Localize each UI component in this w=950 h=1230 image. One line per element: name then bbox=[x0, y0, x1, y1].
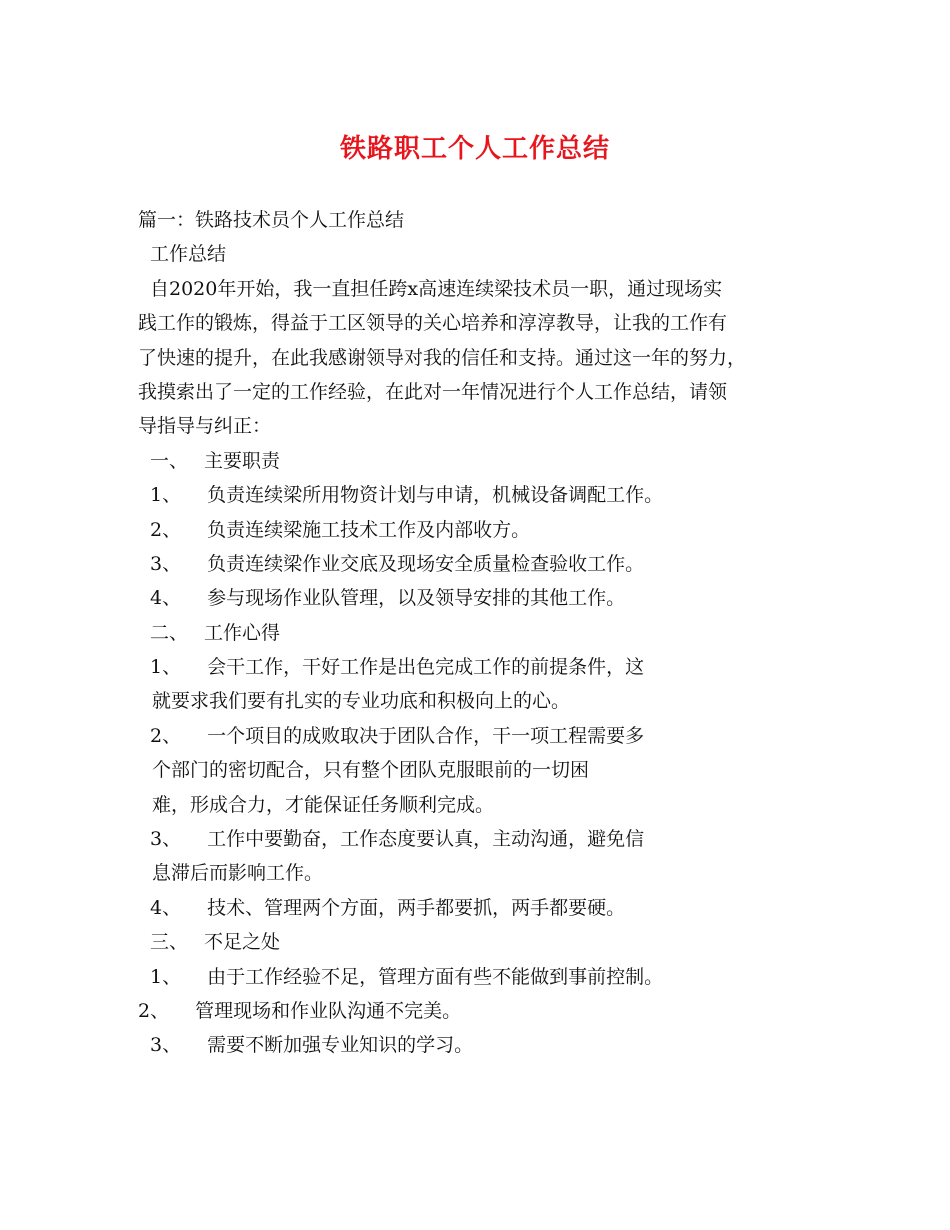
list-item bbox=[138, 547, 828, 581]
list-item bbox=[138, 960, 828, 994]
item-text: 负责连续梁作业交底及现场安全质量检查验收工作。 bbox=[207, 552, 645, 575]
list-item bbox=[138, 478, 828, 512]
subheading: 工作总结 bbox=[150, 243, 227, 266]
item-number: 3、 bbox=[150, 1034, 182, 1057]
list-item bbox=[138, 891, 828, 925]
part-number: 二、 bbox=[150, 621, 189, 644]
part-number: 一、 bbox=[150, 449, 189, 472]
list-item bbox=[138, 650, 828, 684]
item-number: 4、 bbox=[150, 587, 182, 610]
item-text: 工作中要勤奋，工作态度要认真，主动沟通，避免信 bbox=[207, 828, 645, 851]
item-number: 3、 bbox=[150, 828, 182, 851]
item-text: 由于工作经验不足，管理方面有些不能做到事前控制。 bbox=[207, 965, 664, 988]
part-title: 工作心得 bbox=[204, 621, 281, 644]
item-number: 1、 bbox=[150, 656, 182, 679]
section-heading: 篇一：铁路技术员个人工作总结 bbox=[138, 209, 405, 231]
item-number: 2、 bbox=[138, 999, 170, 1022]
intro-line: 导指导与纠正： bbox=[138, 415, 272, 438]
list-item bbox=[138, 994, 828, 1028]
list-item bbox=[138, 1028, 828, 1062]
list-item bbox=[138, 581, 828, 615]
item-text: 负责连续梁所用物资计划与申请，机械设备调配工作。 bbox=[207, 484, 664, 507]
item-text: 需要不断加强专业知识的学习。 bbox=[207, 1034, 474, 1057]
item-text: 一个项目的成败取决于团队合作，干一项工程需要多 bbox=[207, 724, 645, 747]
item-number: 2、 bbox=[150, 518, 182, 541]
item-continuation: 息滞后而影响工作。 bbox=[152, 862, 324, 885]
part-heading bbox=[138, 444, 828, 478]
part-title: 主要职责 bbox=[204, 449, 281, 472]
list-item bbox=[138, 719, 828, 753]
item-continuation: 个部门的密切配合，只有整个团队克服眼前的一切困 bbox=[152, 759, 590, 782]
item-text: 会干工作，干好工作是出色完成工作的前提条件，这 bbox=[207, 656, 645, 679]
item-continuation: 就要求我们要有扎实的专业功底和积极向上的心。 bbox=[152, 690, 571, 713]
intro-line: 了快速的提升，在此我感谢领导对我的信任和支持。通过这一年的努力， bbox=[138, 346, 747, 369]
item-text: 参与现场作业队管理，以及领导安排的其他工作。 bbox=[207, 587, 626, 610]
item-number: 1、 bbox=[150, 965, 182, 988]
document-body bbox=[138, 203, 828, 1063]
item-text: 负责连续梁施工技术工作及内部收方。 bbox=[207, 518, 531, 541]
item-text: 管理现场和作业队沟通不完美。 bbox=[195, 999, 462, 1022]
intro-line: 我摸索出了一定的工作经验，在此对一年情况进行个人工作总结，请领 bbox=[138, 380, 728, 403]
item-number: 4、 bbox=[150, 896, 182, 919]
item-number: 3、 bbox=[150, 552, 182, 575]
item-number: 2、 bbox=[150, 724, 182, 747]
document-title: 铁路职工个人工作总结 bbox=[339, 134, 610, 164]
intro-line: 自2020年开始，我一直担任跨x高速连续梁技术员一职，通过现场实 bbox=[150, 277, 723, 300]
part-heading bbox=[138, 925, 828, 959]
part-heading bbox=[138, 616, 828, 650]
part-title: 不足之处 bbox=[204, 931, 281, 954]
item-text: 技术、管理两个方面，两手都要抓，两手都要硬。 bbox=[207, 896, 626, 919]
intro-line: 践工作的锻炼，得益于工区领导的关心培养和淳淳教导，让我的工作有 bbox=[138, 312, 728, 335]
list-item bbox=[138, 822, 828, 856]
item-continuation: 难，形成合力，才能保证任务顺利完成。 bbox=[152, 793, 495, 816]
part-number: 三、 bbox=[150, 931, 189, 954]
list-item bbox=[138, 513, 828, 547]
item-number: 1、 bbox=[150, 484, 182, 507]
